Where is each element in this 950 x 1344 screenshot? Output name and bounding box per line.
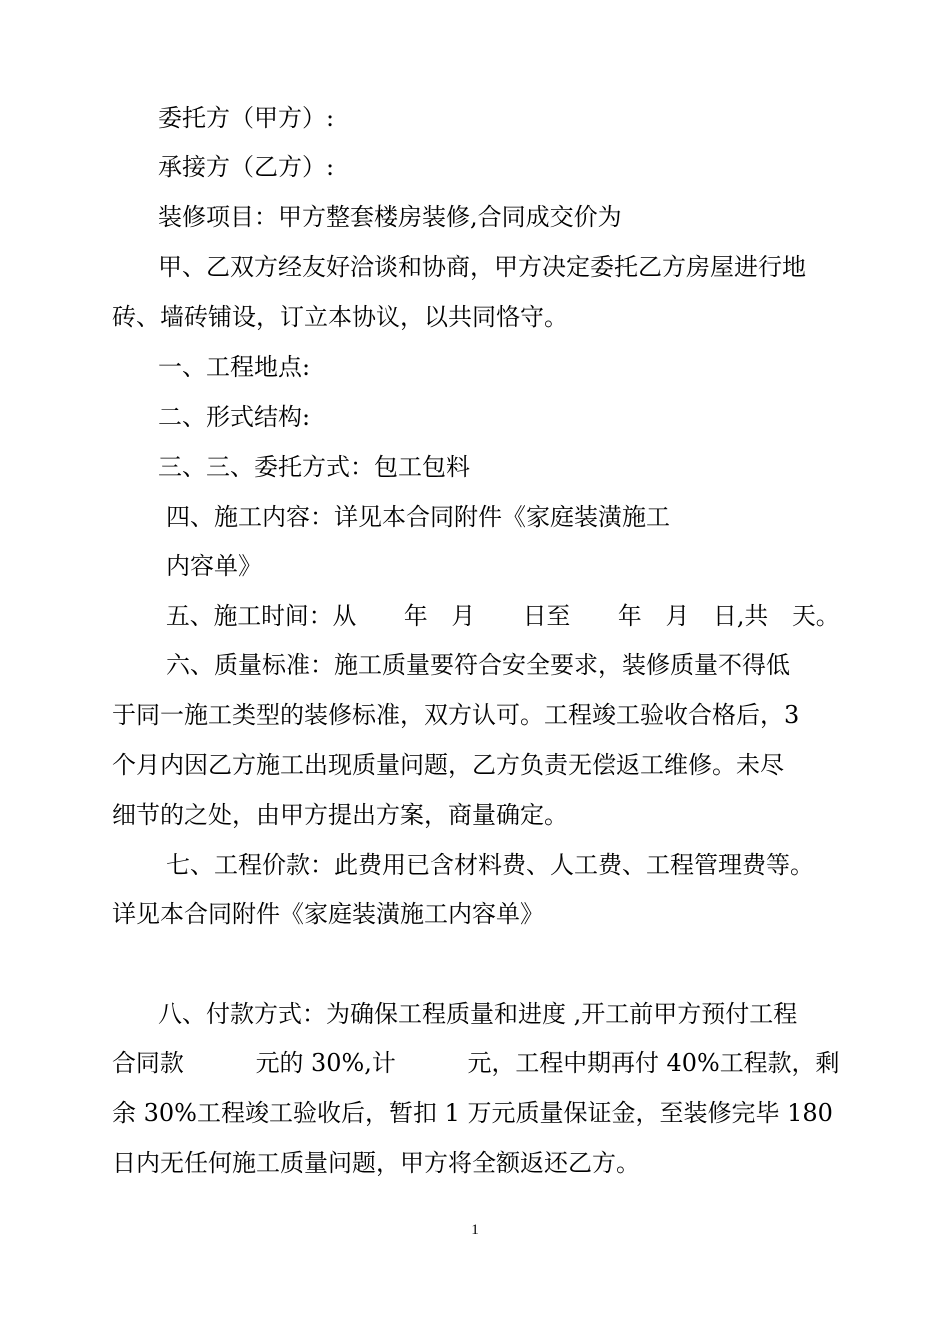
client-line: 委托方（甲方）: xyxy=(158,104,335,132)
clause-8-payment-line-4: 日内无任何施工质量问题，甲方将全额返还乙方。 xyxy=(112,1149,640,1177)
clause-6-quality-line-4: 细节的之处，由甲方提出方案，商量确定。 xyxy=(112,801,568,829)
page-number: 1 xyxy=(471,1222,479,1238)
contractor-line: 承接方（乙方）: xyxy=(158,153,335,181)
clause-1-location: 一、工程地点: xyxy=(158,353,311,381)
clause-4-content-line-2: 内容单》 xyxy=(166,552,262,580)
project-line: 装修项目：甲方整套楼房装修,合同成交价为 xyxy=(158,203,622,231)
clause-3-method: 三、三、委托方式：包工包料 xyxy=(158,453,470,481)
clause-8-payment-line-3: 余 30%工程竣工验收后，暂扣 1 万元质量保证金，至装修完毕 180 xyxy=(112,1099,833,1127)
clause-7-price-line-2: 详见本合同附件《家庭装潢施工内容单》 xyxy=(112,900,544,928)
clause-8-payment-line-2: 合同款 元的 30%,计 元，工程中期再付 40%工程款，剩 xyxy=(112,1049,840,1077)
clause-6-quality-line-3: 个月内因乙方施工出现质量问题，乙方负责无偿返工维修。未尽 xyxy=(112,751,784,779)
clause-5-schedule: 五、施工时间：从 年 月 日至 年 月 日,共 天。 xyxy=(166,602,840,630)
clause-6-quality-line-2: 于同一施工类型的装修标准，双方认可。工程竣工验收合格后，3 xyxy=(112,701,800,729)
clause-2-structure: 二、形式结构: xyxy=(158,403,311,431)
clause-8-payment-line-1: 八、付款方式：为确保工程质量和进度 ,开工前甲方预付工程 xyxy=(158,1000,798,1028)
preamble-line-2: 砖、墙砖铺设，订立本协议，以共同恪守。 xyxy=(112,303,568,331)
clause-6-quality-line-1: 六、质量标准：施工质量要符合安全要求，装修质量不得低 xyxy=(166,651,790,679)
preamble-line-1: 甲、乙双方经友好洽谈和协商，甲方决定委托乙方房屋进行地 xyxy=(158,253,806,281)
clause-7-price-line-1: 七、工程价款：此费用已含材料费、人工费、工程管理费等。 xyxy=(166,851,814,879)
clause-4-content-line-1: 四、施工内容：详见本合同附件《家庭装潢施工 xyxy=(166,503,670,531)
